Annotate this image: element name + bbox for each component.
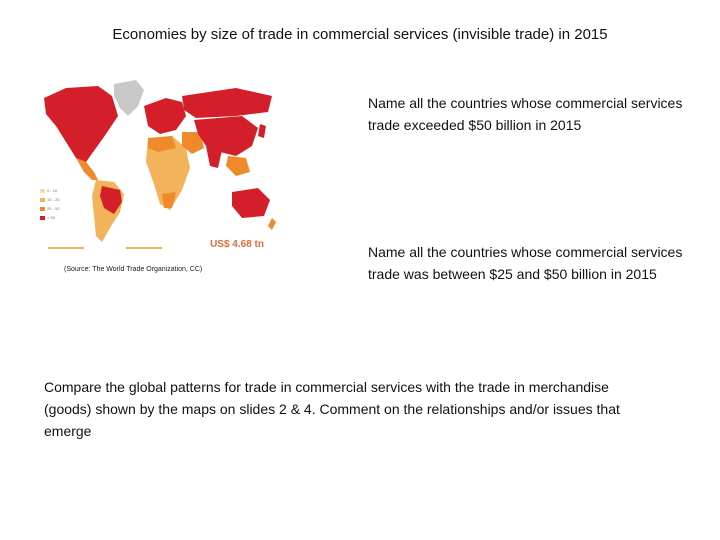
legend-item: [40, 204, 59, 213]
asia-shape: [194, 116, 258, 156]
legend-label: 10 - 25: [47, 197, 60, 202]
north-america-shape: [44, 86, 118, 162]
legend-label: 25 - 50: [47, 206, 60, 211]
world-map-graphic: [36, 76, 276, 254]
legend-item: [40, 195, 59, 204]
question-over-50bn: Name all the countries whose commercial services trade exceeded $50 billion in 2015: [368, 95, 683, 133]
greenland-shape: [114, 80, 144, 116]
legend-swatch: [40, 189, 45, 193]
slide-title: Economies by size of trade in commercial services (invisible trade) in 2015: [112, 26, 608, 43]
legend-swatch: [40, 198, 45, 202]
central-america-shape: [76, 158, 98, 180]
map-legend: [40, 186, 59, 222]
japan-shape: [258, 124, 266, 138]
russia-shape: [182, 88, 272, 118]
southeast-asia-shape: [226, 156, 250, 176]
europe-shape: [144, 98, 186, 134]
new-zealand-shape: [268, 218, 276, 230]
legend-label: 0 - 10: [47, 188, 58, 193]
legend-label: > 50: [47, 215, 55, 220]
compare-question: Compare the global patterns for trade in commercial services with the trade in merchandise (goods) shown by the maps on slides 2 & 4. Comment on the relationships and/or issues that emerge: [44, 379, 620, 439]
world-trade-map: [36, 76, 276, 254]
map-total-label: US$ 4.68 tn: [210, 239, 264, 250]
legend-item: [40, 213, 59, 222]
south-africa-shape: [162, 192, 176, 208]
map-source-caption: (Source: The World Trade Organization, CC): [64, 266, 203, 273]
question-25-to-50bn: Name all the countries whose commercial services trade was between $25 and $50 billion in 2015: [368, 244, 683, 282]
australia-shape: [232, 188, 270, 218]
legend-swatch: [40, 207, 45, 211]
legend-swatch: [40, 216, 45, 220]
legend-item: [40, 186, 59, 195]
